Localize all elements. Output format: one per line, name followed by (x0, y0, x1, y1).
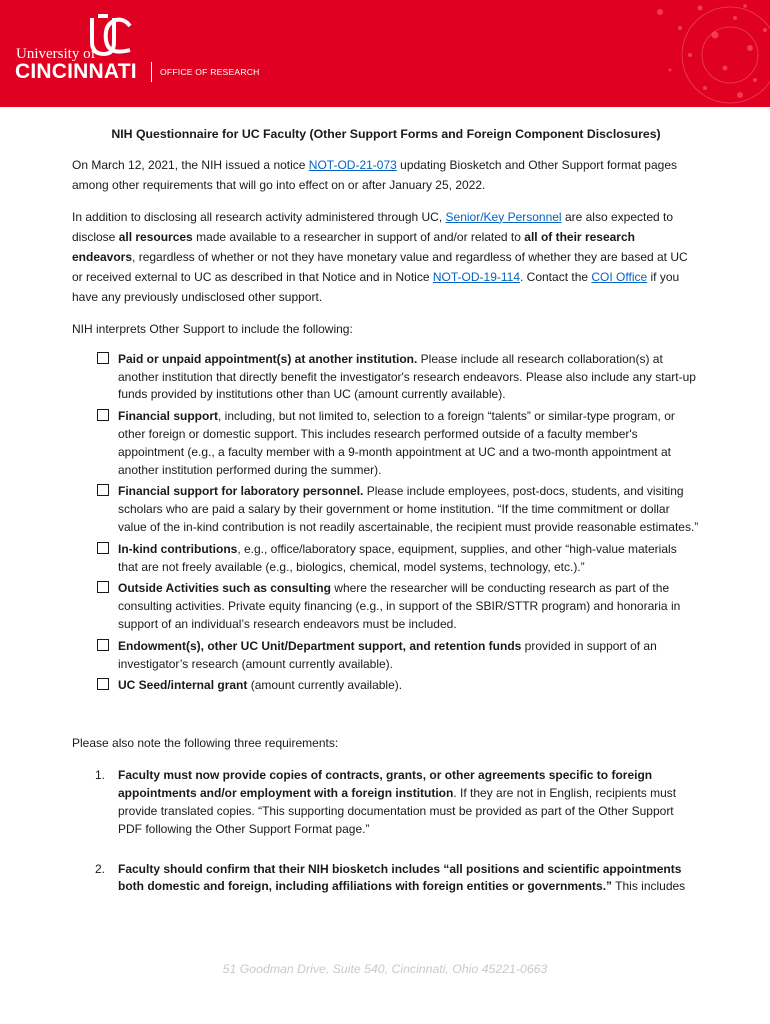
checklist-item-text: , including, but not limited to, selection to a foreign “talents” or similar-type program, or other foreign or domestic support. This includes research performed outside of a faculty member's appointment (e.g., a faculty member with a 9-month appointment at UC and a two-month appointment at another institution performed during the summer). (118, 409, 675, 477)
decorative-dots (540, 0, 770, 107)
document-body (72, 124, 700, 918)
checklist-item (97, 408, 700, 479)
checklist-item-text: Please include employees, post-docs, students, and visiting scholars who are paid a salary by their government or home institution. “If the time commitment or dollar value of the in-kind contribution is not readily ascertainable, the recipient must provide reasonable estimates.” (118, 484, 699, 534)
checklist-item-text: (amount currently available). (247, 678, 403, 693)
checklist-item-bold: In-kind contributions (118, 541, 238, 556)
notice-link-19-114[interactable]: NOT-OD-19-114 (432, 270, 520, 285)
disclosure-text: are also expected to disclose (72, 209, 674, 244)
intro-text: On March 12, 2021, the NIH issued a notice (72, 158, 309, 173)
disclosure-text: In addition to disclosing all research activity administered through UC, (72, 209, 446, 224)
checkbox-icon[interactable] (97, 639, 109, 651)
requirement-text: . If they are not in English, recipients must provide translated copies. “This supporting documentation must be provided as part of the Other Support PDF following the Other Support Format page.” (118, 786, 677, 836)
requirements-intro: Please also note the following three requirements: (72, 736, 339, 751)
requirements-list (72, 767, 700, 896)
requirement-text: This includes (612, 879, 686, 894)
checkbox-icon[interactable] (97, 409, 109, 421)
senior-key-personnel-link[interactable]: Senior/Key Personnel (445, 209, 562, 224)
disclosure-paragraph (72, 207, 700, 308)
checklist-item-bold: UC Seed/internal grant (118, 678, 248, 693)
checklist-item-bold: Financial support for laboratory personnel. (118, 484, 364, 499)
logo-divider (151, 62, 152, 82)
logo-office-of-research: OFFICE OF RESEARCH (160, 67, 260, 77)
page-title: NIH Questionnaire for UC Faculty (Other Support Forms and Foreign Component Disclosures) (111, 127, 661, 141)
header-banner (0, 0, 770, 107)
logo-cincinnati: CINCINNATI (15, 60, 137, 83)
disclosure-text: if you have any previously undisclosed other support. (72, 270, 680, 305)
other-support-checklist (72, 351, 700, 695)
disclosure-text: , regardless of whether or not they have monetary value and regardless of whether they are based at UC or received external to UC as described in that Notice and in Notice (72, 250, 688, 285)
checklist-item (97, 483, 700, 536)
requirement-number: 1. (95, 768, 106, 783)
checklist-item-bold: Outside Activities such as consulting (118, 581, 331, 596)
disclosure-bold: all of their research endeavors (72, 229, 635, 265)
disclosure-text: made available to a researcher in support of and/or related to (192, 229, 525, 244)
checklist-item-text: where the researcher will be conducting research as part of the consulting activities. Private equity financing (e.g., in support of the SBIR/STTR program) and honoraria in support of an individual’s research endeavors must be included. (118, 581, 681, 631)
logo-university-of: University of (16, 46, 96, 62)
checklist-item (97, 580, 700, 633)
intro-paragraph (72, 155, 700, 195)
checkbox-icon[interactable] (97, 484, 109, 496)
footer-address: 51 Goodman Drive, Suite 540, Cincinnati, Ohio 45221-0663 (222, 962, 548, 976)
checklist-item (97, 541, 700, 577)
interprets-text: NIH interprets Other Support to include the following: (72, 321, 353, 336)
requirement-bold: Faculty should confirm that their NIH biosketch includes “all positions and scientific appointments both domestic and foreign, including affiliations with foreign entities or governments.” (118, 861, 682, 894)
checkbox-icon[interactable] (97, 678, 109, 690)
intro-text: updating Biosketch and Other Support format pages among other requirements that will go into effect on or after January 25, 2022. (72, 158, 677, 193)
coi-office-link[interactable]: COI Office (591, 270, 648, 285)
requirement-bold: Faculty must now provide copies of contracts, grants, or other agreements specific to foreign appointments and/or employment with a foreign institution (118, 768, 653, 801)
checklist-item-text: Please include all research collaboration(s) at another institution that directly benefit the investigator's research endeavors. Please also include any start-up funds provided by institutions other than UC (amount currently available). (118, 351, 696, 402)
checklist-item-text: provided in support of an investigator’s research (amount currently available). (118, 638, 657, 671)
checkbox-icon[interactable] (97, 542, 109, 554)
checklist-item-text: , e.g., office/laboratory space, equipment, supplies, and other “high-value materials that are not freely available (e.g., biologics, chemical, model systems, technology, etc.).” (118, 541, 677, 574)
requirement-number: 2. (95, 861, 106, 876)
checkbox-icon[interactable] (97, 352, 109, 364)
checklist-item-bold: Endowment(s), other UC Unit/Department support, and retention funds (118, 638, 522, 653)
requirement-item (95, 767, 700, 838)
requirement-item (95, 861, 700, 897)
notice-link-21-073[interactable]: NOT-OD-21-073 (308, 158, 397, 173)
disclosure-bold: all resources (118, 229, 193, 244)
checklist-item (97, 351, 700, 404)
checklist-item-bold: Financial support (118, 409, 219, 424)
disclosure-text: . Contact the (520, 270, 592, 285)
checkbox-icon[interactable] (97, 581, 109, 593)
checklist-item-bold: Paid or unpaid appointment(s) at another institution. (118, 351, 418, 366)
checklist-item (97, 638, 700, 674)
checklist-item (97, 677, 700, 695)
